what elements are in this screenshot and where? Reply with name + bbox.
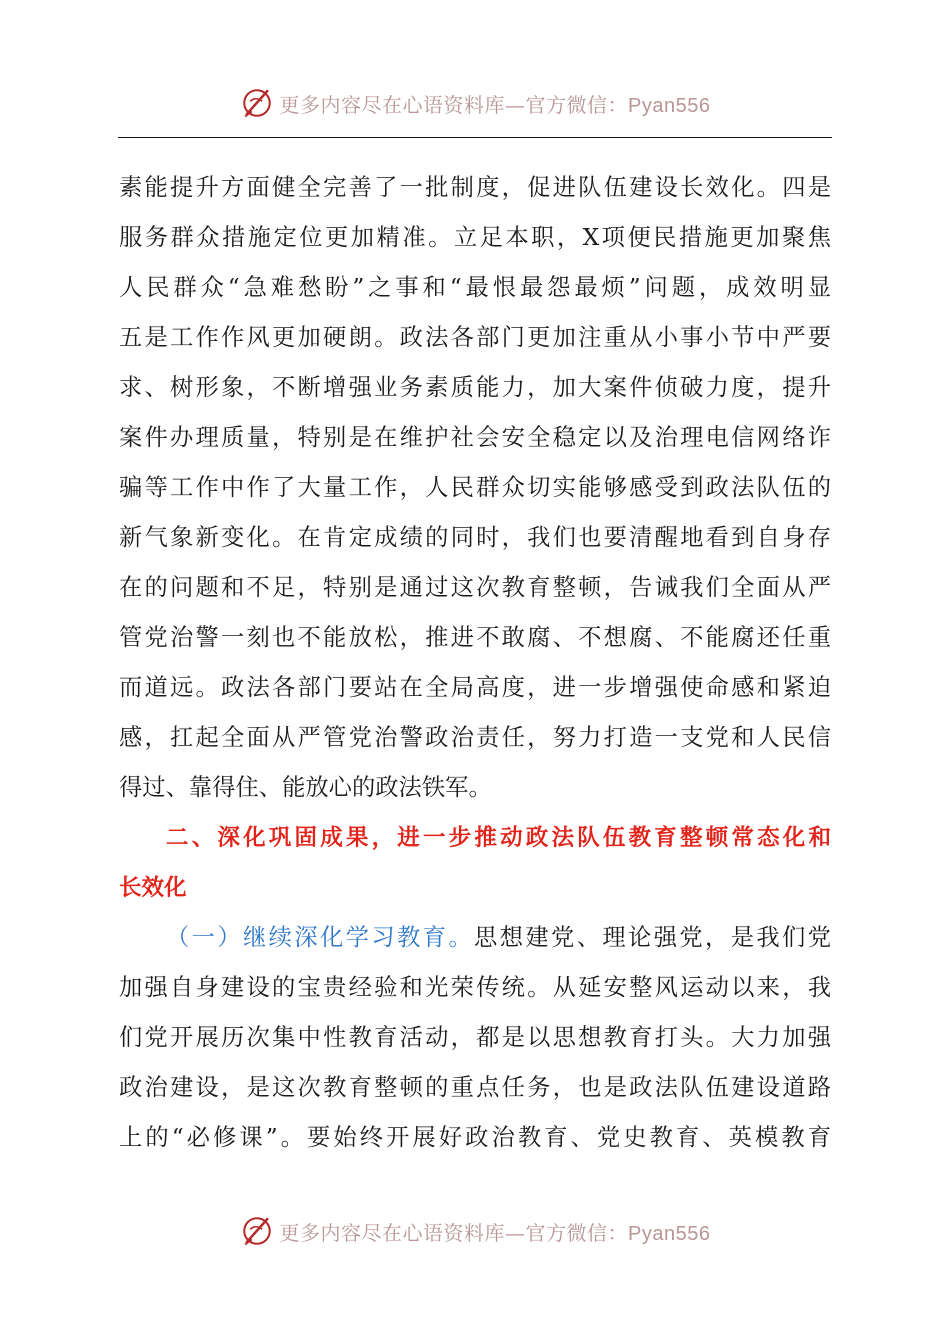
footer-banner xyxy=(0,1211,950,1251)
text-line: 素能提升方面健全完善了一批制度，促进队伍建设长效化。四是 xyxy=(119,174,831,201)
text-line: 新气象新变化。在肯定成绩的同时，我们也要清醒地看到自身存 xyxy=(119,524,831,551)
footer-wechat-handle: Pyan556 xyxy=(628,1222,711,1245)
text-line: 骗等工作中作了大量工作，人民群众切实能够感受到政法队伍的 xyxy=(119,474,831,501)
text-line: 服务群众措施定位更加精准。立足本职，X项便民措施更加聚焦 xyxy=(119,224,831,251)
document-body xyxy=(119,163,831,1163)
text-line: 上的“必修课”。要始终开展好政治教育、党史教育、英模教育 xyxy=(119,1124,831,1151)
text-line: 五是工作作风更加硬朗。政法各部门更加注重从小事小节中严要 xyxy=(119,324,831,351)
text-line: 管党治警一刻也不能放松，推进不敢腐、不想腐、不能腐还任重 xyxy=(119,624,831,651)
subsection-title: （一）继续深化学习教育。 xyxy=(166,924,475,951)
text-line: 加强自身建设的宝贵经验和光荣传统。从延安整风运动以来，我 xyxy=(119,974,831,1001)
section-1-paragraph xyxy=(119,913,831,1163)
header-text xyxy=(280,89,711,118)
heading-line: 二、深化巩固成果，进一步推动政法队伍教育整顿常态化和 xyxy=(166,825,831,851)
text-line-first xyxy=(119,913,831,963)
footer-label: 更多内容尽在心语资料库—官方微信： xyxy=(279,1220,629,1245)
text-line: 感，扛起全面从严管党治警政治责任，努力打造一支党和人民信 xyxy=(119,724,831,751)
footer-text xyxy=(280,1217,711,1246)
text-line: 在的问题和不足，特别是通过这次教育整顿，告诫我们全面从严 xyxy=(119,574,831,601)
header-wechat-handle: Pyan556 xyxy=(628,94,711,117)
header-divider xyxy=(118,137,832,138)
text-line: 而道远。政法各部门要站在全局高度，进一步增强使命感和紧迫 xyxy=(119,674,831,701)
header-banner xyxy=(0,83,950,123)
pen-logo-icon xyxy=(240,86,274,120)
text-line: 政治建设，是这次教育整顿的重点任务，也是政法队伍建设道路 xyxy=(119,1074,831,1101)
pen-logo-icon xyxy=(240,1214,274,1248)
subsection-text: 思想建党、理论强党，是我们党 xyxy=(474,924,831,951)
header-label: 更多内容尽在心语资料库—官方微信： xyxy=(279,92,629,117)
text-line: 人民群众“急难愁盼”之事和“最恨最怨最烦”问题，成效明显 xyxy=(119,274,831,301)
section-heading-2 xyxy=(119,813,831,913)
text-line: 们党开展历次集中性教育活动，都是以思想教育打头。大力加强 xyxy=(119,1024,831,1051)
text-line: 案件办理质量，特别是在维护社会安全稳定以及治理电信网络诈 xyxy=(119,424,831,451)
text-line: 得过、靠得住、能放心的政法铁军。 xyxy=(119,774,492,801)
text-line: 求、树形象，不断增强业务素质能力，加大案件侦破力度，提升 xyxy=(119,374,831,401)
heading-line: 长效化 xyxy=(119,875,187,901)
paragraph-1 xyxy=(119,163,831,813)
